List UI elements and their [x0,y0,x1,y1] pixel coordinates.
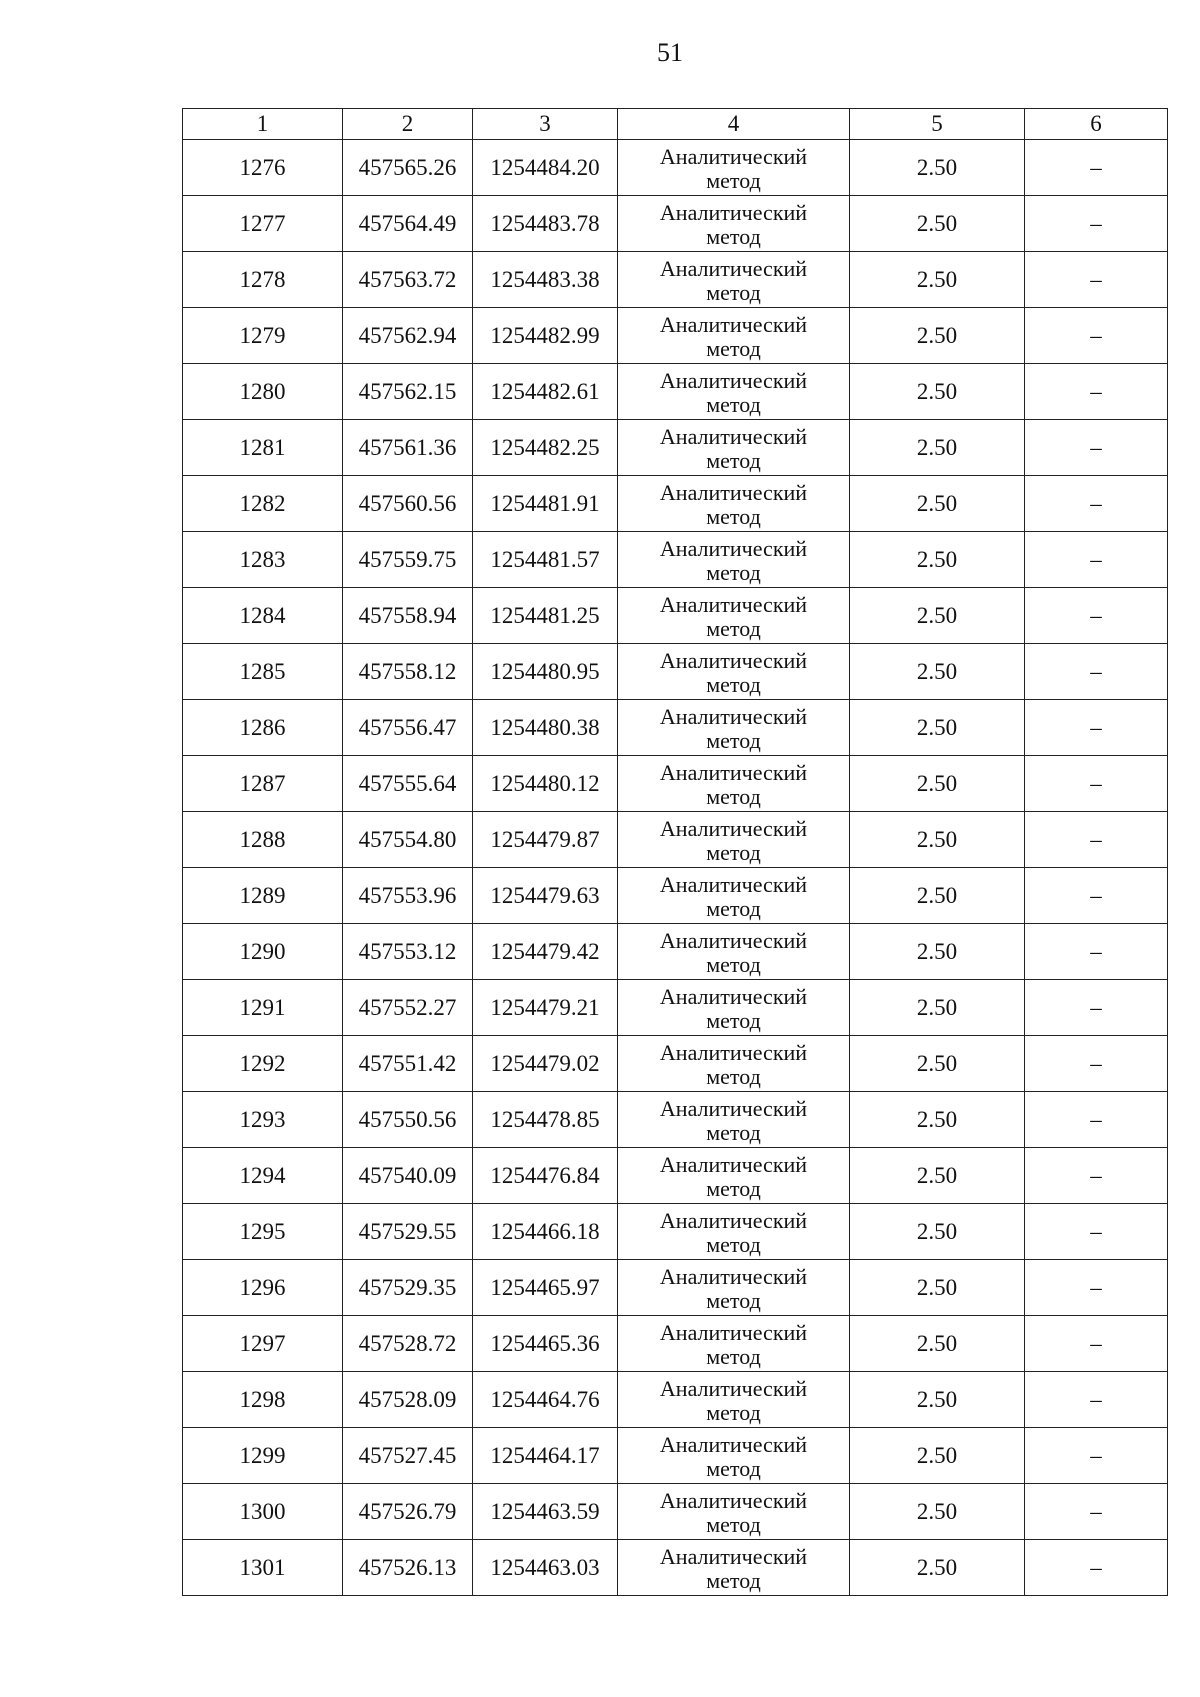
table-row [183,252,1168,308]
accuracy-cell: 2.50 [850,1428,1025,1484]
table-row [183,532,1168,588]
table-row [183,868,1168,924]
method-cell [618,1540,850,1596]
table-row [183,476,1168,532]
point-number-cell: 1298 [183,1372,343,1428]
accuracy-cell: 2.50 [850,1260,1025,1316]
y-coordinate-cell: 1254476.84 [473,1148,618,1204]
note-cell: – [1025,756,1168,812]
table-row [183,700,1168,756]
accuracy-cell: 2.50 [850,308,1025,364]
x-coordinate-cell: 457564.49 [343,196,473,252]
y-coordinate-cell: 1254481.91 [473,476,618,532]
method-line-2: метод [706,783,761,809]
note-cell: – [1025,588,1168,644]
note-cell: – [1025,364,1168,420]
method-line-2: метод [706,1175,761,1201]
page-number: 51 [657,38,683,67]
y-coordinate-cell: 1254479.21 [473,980,618,1036]
method-line-1: Аналитический [659,815,808,841]
accuracy-cell: 2.50 [850,476,1025,532]
method-line-1: Аналитический [659,1039,808,1065]
y-coordinate-cell: 1254465.36 [473,1316,618,1372]
y-coordinate-cell: 1254481.57 [473,532,618,588]
method-line-2: метод [706,1007,761,1033]
note-cell: – [1025,1204,1168,1260]
x-coordinate-cell: 457550.56 [343,1092,473,1148]
method-line-1: Аналитический [659,1431,808,1457]
method-cell [618,1428,850,1484]
method-cell [618,868,850,924]
point-number-cell: 1287 [183,756,343,812]
y-coordinate-cell: 1254465.97 [473,1260,618,1316]
note-cell: – [1025,1484,1168,1540]
method-line-2: метод [706,503,761,529]
note-cell: – [1025,700,1168,756]
method-cell [618,1148,850,1204]
point-number-cell: 1301 [183,1540,343,1596]
table-row [183,588,1168,644]
y-coordinate-cell: 1254479.87 [473,812,618,868]
accuracy-cell: 2.50 [850,756,1025,812]
method-line-1: Аналитический [659,1151,808,1177]
table-row [183,196,1168,252]
accuracy-cell: 2.50 [850,252,1025,308]
accuracy-cell: 2.50 [850,980,1025,1036]
accuracy-cell: 2.50 [850,532,1025,588]
accuracy-cell: 2.50 [850,1036,1025,1092]
point-number-cell: 1280 [183,364,343,420]
point-number-cell: 1284 [183,588,343,644]
header-col-3: 3 [473,109,618,140]
method-cell [618,364,850,420]
accuracy-cell: 2.50 [850,924,1025,980]
table-row [183,812,1168,868]
point-number-cell: 1291 [183,980,343,1036]
table-row [183,140,1168,196]
method-cell [618,476,850,532]
method-cell [618,924,850,980]
table-row [183,420,1168,476]
method-line-1: Аналитический [659,591,808,617]
method-line-1: Аналитический [659,703,808,729]
method-line-1: Аналитический [659,1095,808,1121]
y-coordinate-cell: 1254480.95 [473,644,618,700]
x-coordinate-cell: 457553.96 [343,868,473,924]
table-row [183,1540,1168,1596]
method-cell [618,588,850,644]
accuracy-cell: 2.50 [850,1316,1025,1372]
y-coordinate-cell: 1254479.42 [473,924,618,980]
point-number-cell: 1299 [183,1428,343,1484]
method-line-2: метод [706,1343,761,1369]
method-line-1: Аналитический [659,535,808,561]
method-cell [618,1092,850,1148]
accuracy-cell: 2.50 [850,420,1025,476]
table-row [183,756,1168,812]
method-line-1: Аналитический [659,1543,808,1569]
y-coordinate-cell: 1254481.25 [473,588,618,644]
method-cell [618,756,850,812]
point-number-cell: 1296 [183,1260,343,1316]
y-coordinate-cell: 1254483.78 [473,196,618,252]
x-coordinate-cell: 457563.72 [343,252,473,308]
point-number-cell: 1293 [183,1092,343,1148]
y-coordinate-cell: 1254483.38 [473,252,618,308]
x-coordinate-cell: 457528.72 [343,1316,473,1372]
method-line-2: метод [706,279,761,305]
method-line-1: Аналитический [659,871,808,897]
method-cell [618,532,850,588]
table-row [183,1204,1168,1260]
method-line-1: Аналитический [659,1207,808,1233]
accuracy-cell: 2.50 [850,364,1025,420]
x-coordinate-cell: 457553.12 [343,924,473,980]
header-col-5: 5 [850,109,1025,140]
note-cell: – [1025,1372,1168,1428]
accuracy-cell: 2.50 [850,1484,1025,1540]
method-line-1: Аналитический [659,1319,808,1345]
method-line-1: Аналитический [659,143,808,169]
method-cell [618,1204,850,1260]
y-coordinate-cell: 1254478.85 [473,1092,618,1148]
x-coordinate-cell: 457565.26 [343,140,473,196]
y-coordinate-cell: 1254480.12 [473,756,618,812]
table-row [183,644,1168,700]
method-cell [618,812,850,868]
method-cell [618,1316,850,1372]
note-cell: – [1025,476,1168,532]
point-number-cell: 1297 [183,1316,343,1372]
table-row [183,1484,1168,1540]
table-header [183,109,1168,140]
method-cell [618,1036,850,1092]
method-line-2: метод [706,615,761,641]
table-row [183,924,1168,980]
point-number-cell: 1281 [183,420,343,476]
header-col-1: 1 [183,109,343,140]
x-coordinate-cell: 457540.09 [343,1148,473,1204]
method-line-1: Аналитический [659,647,808,673]
point-number-cell: 1278 [183,252,343,308]
note-cell: – [1025,1092,1168,1148]
note-cell: – [1025,252,1168,308]
note-cell: – [1025,644,1168,700]
table-row [183,1148,1168,1204]
method-line-1: Аналитический [659,255,808,281]
method-line-2: метод [706,559,761,585]
accuracy-cell: 2.50 [850,1092,1025,1148]
method-line-1: Аналитический [659,1487,808,1513]
note-cell: – [1025,532,1168,588]
point-number-cell: 1300 [183,1484,343,1540]
x-coordinate-cell: 457529.35 [343,1260,473,1316]
y-coordinate-cell: 1254484.20 [473,140,618,196]
y-coordinate-cell: 1254463.59 [473,1484,618,1540]
point-number-cell: 1276 [183,140,343,196]
accuracy-cell: 2.50 [850,1372,1025,1428]
method-cell [618,980,850,1036]
method-line-2: метод [706,391,761,417]
method-line-2: метод [706,1455,761,1481]
method-line-2: метод [706,167,761,193]
method-line-2: метод [706,447,761,473]
table-row [183,308,1168,364]
method-line-2: метод [706,1511,761,1537]
method-cell [618,1260,850,1316]
method-cell [618,644,850,700]
method-line-2: метод [706,839,761,865]
y-coordinate-cell: 1254463.03 [473,1540,618,1596]
method-line-1: Аналитический [659,927,808,953]
coordinates-table [182,108,1168,1596]
note-cell: – [1025,1540,1168,1596]
method-cell [618,140,850,196]
x-coordinate-cell: 457528.09 [343,1372,473,1428]
point-number-cell: 1282 [183,476,343,532]
note-cell: – [1025,1428,1168,1484]
table-row [183,1316,1168,1372]
point-number-cell: 1277 [183,196,343,252]
header-row [183,109,1168,140]
x-coordinate-cell: 457556.47 [343,700,473,756]
x-coordinate-cell: 457527.45 [343,1428,473,1484]
method-line-1: Аналитический [659,311,808,337]
method-cell [618,252,850,308]
point-number-cell: 1279 [183,308,343,364]
point-number-cell: 1283 [183,532,343,588]
table-row [183,364,1168,420]
x-coordinate-cell: 457526.79 [343,1484,473,1540]
accuracy-cell: 2.50 [850,1540,1025,1596]
accuracy-cell: 2.50 [850,812,1025,868]
y-coordinate-cell: 1254464.17 [473,1428,618,1484]
method-line-2: метод [706,1567,761,1593]
method-line-1: Аналитический [659,367,808,393]
table-row [183,1428,1168,1484]
note-cell: – [1025,420,1168,476]
x-coordinate-cell: 457554.80 [343,812,473,868]
method-line-2: метод [706,335,761,361]
point-number-cell: 1285 [183,644,343,700]
y-coordinate-cell: 1254482.99 [473,308,618,364]
accuracy-cell: 2.50 [850,868,1025,924]
method-line-2: метод [706,1119,761,1145]
table-row [183,1260,1168,1316]
method-line-1: Аналитический [659,1375,808,1401]
method-line-1: Аналитический [659,199,808,225]
point-number-cell: 1290 [183,924,343,980]
method-cell [618,700,850,756]
accuracy-cell: 2.50 [850,588,1025,644]
x-coordinate-cell: 457529.55 [343,1204,473,1260]
header-col-4: 4 [618,109,850,140]
accuracy-cell: 2.50 [850,700,1025,756]
method-cell [618,1372,850,1428]
note-cell: – [1025,1148,1168,1204]
x-coordinate-cell: 457552.27 [343,980,473,1036]
accuracy-cell: 2.50 [850,1204,1025,1260]
method-line-2: метод [706,1287,761,1313]
method-line-2: метод [706,223,761,249]
method-line-2: метод [706,951,761,977]
point-number-cell: 1295 [183,1204,343,1260]
x-coordinate-cell: 457551.42 [343,1036,473,1092]
method-line-2: метод [706,671,761,697]
method-line-2: метод [706,1231,761,1257]
y-coordinate-cell: 1254479.63 [473,868,618,924]
x-coordinate-cell: 457562.15 [343,364,473,420]
method-cell [618,420,850,476]
note-cell: – [1025,196,1168,252]
x-coordinate-cell: 457561.36 [343,420,473,476]
y-coordinate-cell: 1254482.25 [473,420,618,476]
note-cell: – [1025,308,1168,364]
table-row [183,1372,1168,1428]
table-row [183,980,1168,1036]
accuracy-cell: 2.50 [850,1148,1025,1204]
method-line-2: метод [706,1399,761,1425]
y-coordinate-cell: 1254480.38 [473,700,618,756]
y-coordinate-cell: 1254479.02 [473,1036,618,1092]
x-coordinate-cell: 457559.75 [343,532,473,588]
method-cell [618,308,850,364]
point-number-cell: 1288 [183,812,343,868]
method-cell [618,196,850,252]
y-coordinate-cell: 1254464.76 [473,1372,618,1428]
method-cell [618,1484,850,1540]
point-number-cell: 1294 [183,1148,343,1204]
table-body [183,140,1168,1596]
header-col-6: 6 [1025,109,1168,140]
point-number-cell: 1289 [183,868,343,924]
x-coordinate-cell: 457558.12 [343,644,473,700]
x-coordinate-cell: 457558.94 [343,588,473,644]
table-row [183,1036,1168,1092]
y-coordinate-cell: 1254482.61 [473,364,618,420]
x-coordinate-cell: 457562.94 [343,308,473,364]
x-coordinate-cell: 457560.56 [343,476,473,532]
accuracy-cell: 2.50 [850,196,1025,252]
note-cell: – [1025,868,1168,924]
x-coordinate-cell: 457555.64 [343,756,473,812]
note-cell: – [1025,140,1168,196]
point-number-cell: 1286 [183,700,343,756]
y-coordinate-cell: 1254466.18 [473,1204,618,1260]
accuracy-cell: 2.50 [850,644,1025,700]
note-cell: – [1025,812,1168,868]
note-cell: – [1025,1316,1168,1372]
accuracy-cell: 2.50 [850,140,1025,196]
note-cell: – [1025,1260,1168,1316]
header-col-2: 2 [343,109,473,140]
note-cell: – [1025,924,1168,980]
method-line-1: Аналитический [659,759,808,785]
method-line-1: Аналитический [659,1263,808,1289]
x-coordinate-cell: 457526.13 [343,1540,473,1596]
method-line-2: метод [706,895,761,921]
method-line-1: Аналитический [659,423,808,449]
method-line-2: метод [706,1063,761,1089]
point-number-cell: 1292 [183,1036,343,1092]
method-line-2: метод [706,727,761,753]
table-row [183,1092,1168,1148]
method-line-1: Аналитический [659,479,808,505]
method-line-1: Аналитический [659,983,808,1009]
note-cell: – [1025,1036,1168,1092]
note-cell: – [1025,980,1168,1036]
